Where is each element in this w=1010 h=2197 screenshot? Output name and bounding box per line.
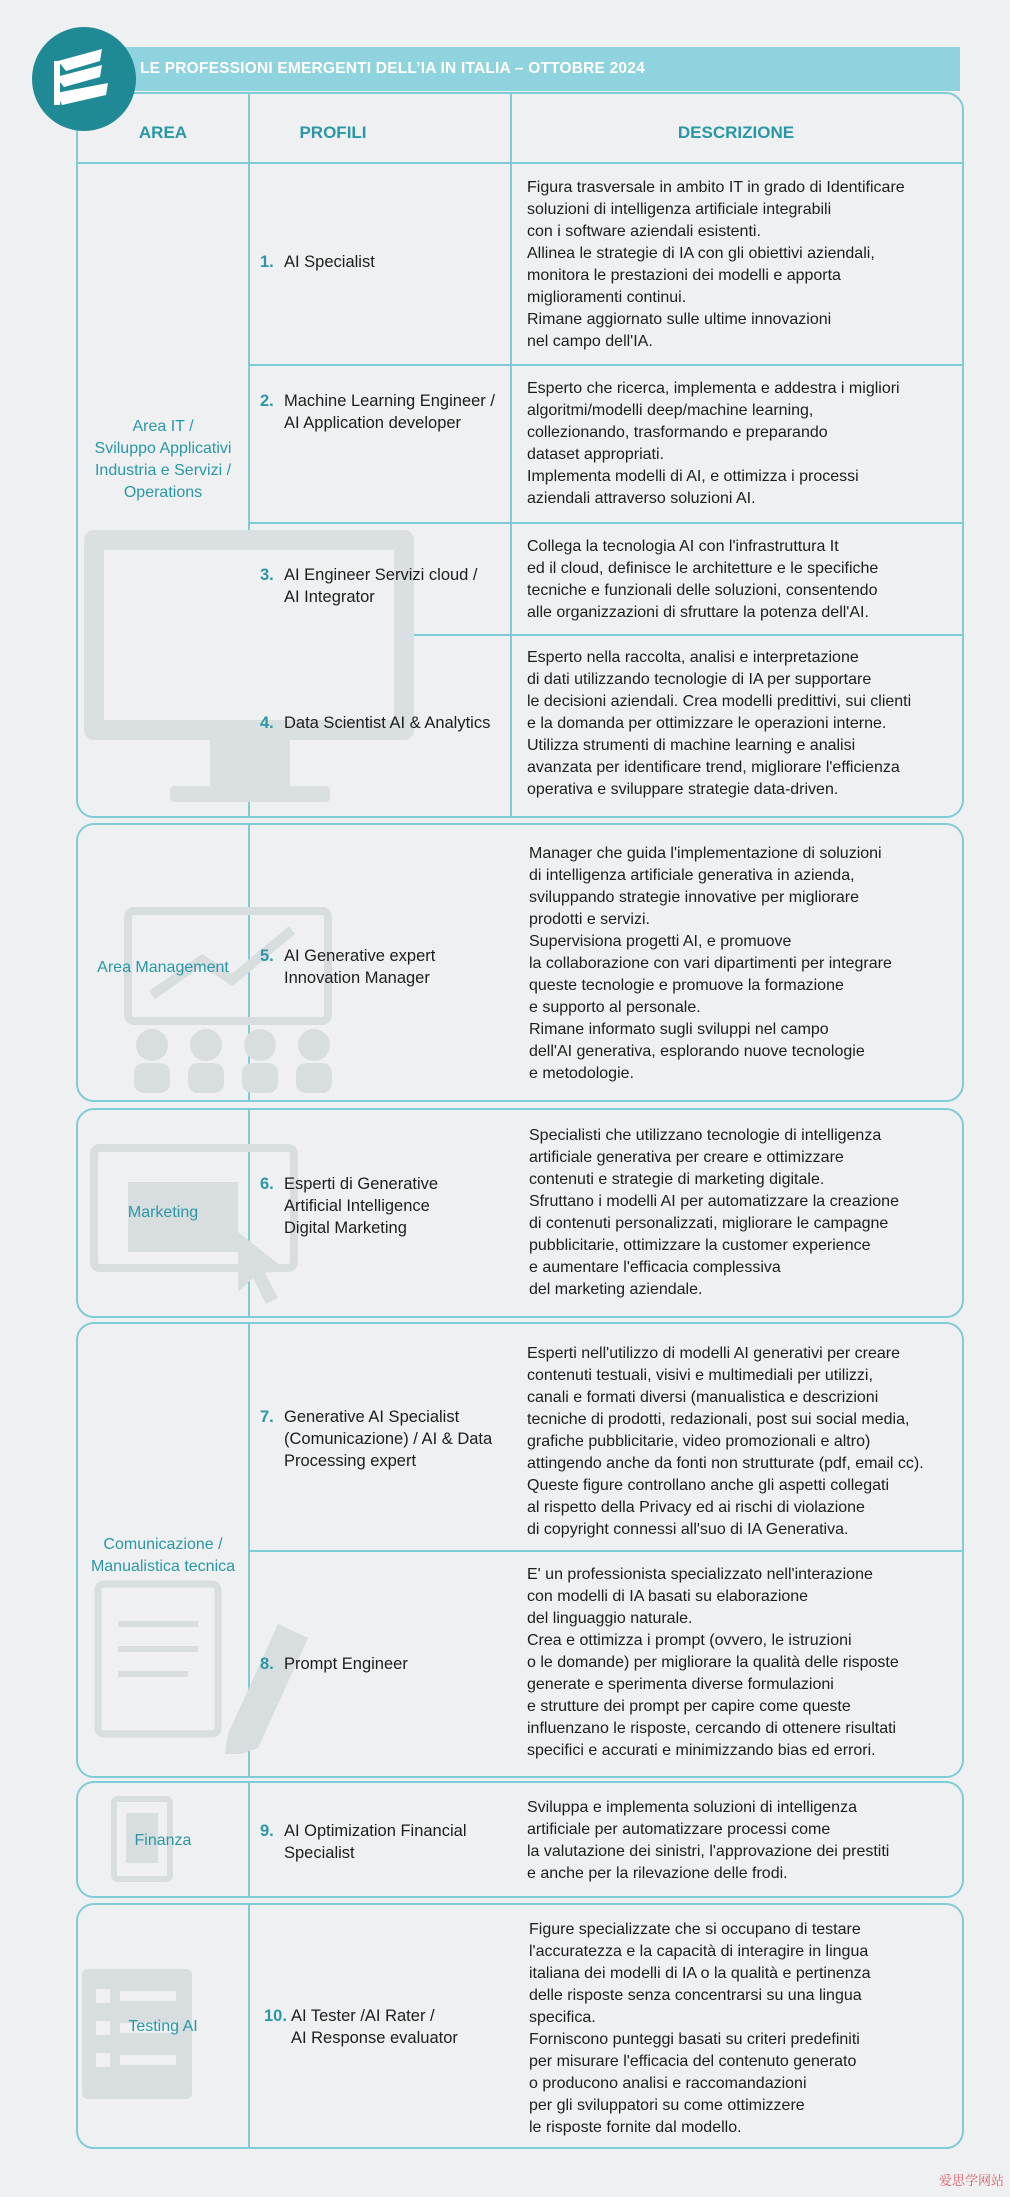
- description-row-4: Esperto nella raccolta, analisi e interpretazione di dati utilizzando tecnologie di IA per supportare le decisioni aziendali. Crea modelli predittivi, sui clienti e la domanda per ottimizzare le operazioni interne. Utilizza strumenti di machine learning e analisi avanzata per identificare trend, migliorare l'efficienza operativa e sviluppare strategie data-driven.: [527, 649, 912, 798]
- description-row-8: E' un professionista specializzato nell'interazione con modelli di IA basati su elaborazione del linguaggio naturale. Crea e ottimizza i prompt (ovvero, le istruzioni o le domande) per migliorare la qualità delle risposte generate e sperimenta diverse formulazioni e strutture dei prompt per capire come queste influenzano le risposte, cercando di ottenere risultati specifici e accurati e minimizzando bias ed errori.: [527, 1566, 899, 1759]
- area-label: Area Management: [97, 959, 229, 976]
- description-row-10: Figure specializzate che si occupano di testare l'accuratezza e la capacità di interagire in lingua italiana dei modelli di IA o la qualità e pertinenza delle risposte senza concentrarsi su una lingua specifica. Forniscono punteggi basati su criteri predefiniti per misurare l'efficacia del contenuto generato o producono analisi e raccomandazioni per gli sviluppatori su come ottimizzere le risposte fornite dal modello.: [529, 1921, 871, 2136]
- profile-number: 2.: [260, 392, 274, 410]
- profile-row-6: [260, 1173, 510, 1239]
- profile-name: AI Optimization Financial Specialist: [284, 1822, 467, 1862]
- profile-number: 3.: [260, 566, 274, 584]
- area-label: Comunicazione / Manualistica tecnica: [90, 1536, 236, 1575]
- profile-number: 9.: [260, 1822, 274, 1840]
- profile-row-5: [260, 945, 510, 989]
- profile-name: AI Generative expert Innovation Manager: [284, 947, 436, 987]
- watermark: 爱思学网站: [938, 2173, 1004, 2188]
- profile-row-1: [260, 251, 510, 273]
- description-row-2: Esperto che ricerca, implementa e addestra i migliori algoritmi/modelli deep/machine learning, collezionando, trasformando e preparando dataset appropriati. Implementa modelli di AI, e ottimizza i processi aziendali attraverso soluzioni AI.: [527, 380, 900, 507]
- profile-name: Generative AI Specialist (Comunicazione) / AI & Data Processing expert: [284, 1408, 493, 1470]
- profile-row-7: [260, 1406, 510, 1472]
- block-area-marketing: [76, 1108, 964, 1318]
- area-label: Testing AI: [128, 2018, 198, 2035]
- profile-row-8: [260, 1653, 510, 1675]
- profile-row-9: [260, 1820, 510, 1864]
- profile-row-2: [260, 390, 510, 434]
- description-row-5: Manager che guida l'implementazione di soluzioni di intelligenza artificiale generativa in azienda, sviluppando strategie innovative per migliorare prodotti e servizi. Supervisiona progetti AI, e promuove la collaborazione con vari dipartimenti per integrare queste tecnologie e promuove la formazione e supporto al personale. Rimane informato sugli sviluppi nel campo dell'AI generativa, esplorando nuove tecnologie e metodologie.: [529, 845, 892, 1082]
- header-area: AREA: [138, 123, 188, 142]
- title-bar: [96, 47, 960, 91]
- block-area-comunicazione: [76, 1322, 964, 1778]
- description-row-7: Esperti nell'utilizzo di modelli AI generativi per creare contenuti testuali, visivi e multimediali per utilizzi, canali e formati diversi (manualistica e descrizioni tecniche di prodotti, redazionali, post sui social media, grafiche pubblicitarie, video promozionali e altro) attingendo anche da fonti non strutturate (pdf, email cc). Queste figure controllano anche gli aspetti collegati al rispetto della Privacy ed ai rischi di violazione di copyright connessi all'suo di IA Generativa.: [527, 1345, 924, 1538]
- profile-number: 7.: [260, 1408, 274, 1426]
- profile-row-4: [260, 712, 510, 734]
- page-title: LE PROFESSIONI EMERGENTI DELL’IA IN ITALIA – OTTOBRE 2024: [140, 60, 645, 77]
- profile-name: Esperti di Generative Artificial Intelligence Digital Marketing: [284, 1175, 439, 1237]
- profile-number: 4.: [260, 714, 274, 732]
- profile-name: AI Engineer Servizi cloud / AI Integrator: [284, 566, 478, 606]
- block-area-finanza: [76, 1781, 964, 1898]
- profile-number: 1.: [260, 253, 274, 271]
- profile-name: Data Scientist AI & Analytics: [284, 714, 491, 732]
- checklist-icon: [78, 1965, 228, 2115]
- area-label: Area IT / Sviluppo Applicativi Industria e Servizi / Operations: [94, 418, 232, 501]
- profile-name: AI Specialist: [284, 253, 375, 271]
- profile-number: 10.: [264, 2007, 287, 2025]
- area-label: Marketing: [127, 1204, 199, 1221]
- block-area-management: [76, 823, 964, 1102]
- profile-number: 5.: [260, 947, 274, 965]
- description-row-1: Figura trasversale in ambito IT in grado di Identificare soluzioni di intelligenza artificiale integrabili con i software aziendali esistenti. Allinea le strategie di IA con gli obiettivi aziendali, monitora le prestazioni dei modelli e apporta miglioramenti continui. Rimane aggiornato sulle ultime innovazioni nel campo dell'IA.: [527, 179, 905, 350]
- logo-icon: [32, 27, 136, 131]
- profile-name: Prompt Engineer: [284, 1655, 408, 1673]
- description-row-6: Specialisti che utilizzano tecnologie di intelligenza artificiale generativa per creare e ottimizzare contenuti e strategie di marketing digitale. Sfruttano i modelli AI per automatizzare la creazione di contenuti personalizzati, migliorare le campagne pubblicitarie, ottimizzare la customer experience e aumentare l'efficacia complessiva del marketing aziendale.: [529, 1127, 899, 1298]
- team-growth-icon: [122, 905, 362, 1095]
- profile-row-10: [264, 2005, 514, 2049]
- area-label: Finanza: [134, 1832, 192, 1849]
- profile-name: Machine Learning Engineer / AI Application developer: [284, 392, 495, 432]
- description-row-9: Sviluppa e implementa soluzioni di intelligenza artificiale per automatizzare processi come la valutazione dei sinistri, l'approvazione dei prestiti e anche per la rilevazione delle frodi.: [527, 1799, 890, 1882]
- profile-number: 6.: [260, 1175, 274, 1193]
- profile-number: 8.: [260, 1655, 274, 1673]
- header-profili: PROFILI: [299, 123, 367, 142]
- block-area-testing: [76, 1903, 964, 2149]
- block-area-it: [76, 92, 964, 818]
- profile-name: AI Tester /AI Rater / AI Response evaluator: [290, 2007, 458, 2047]
- header-descrizione: DESCRIZIONE: [677, 123, 795, 142]
- profile-row-3: [260, 564, 510, 608]
- description-row-3: Collega la tecnologia AI con l'infrastruttura It ed il cloud, definisce le architetture e le specifiche tecniche e funzionali delle soluzioni, consentendo alle organizzazioni di sfruttare la potenza dell'AI.: [527, 538, 879, 621]
